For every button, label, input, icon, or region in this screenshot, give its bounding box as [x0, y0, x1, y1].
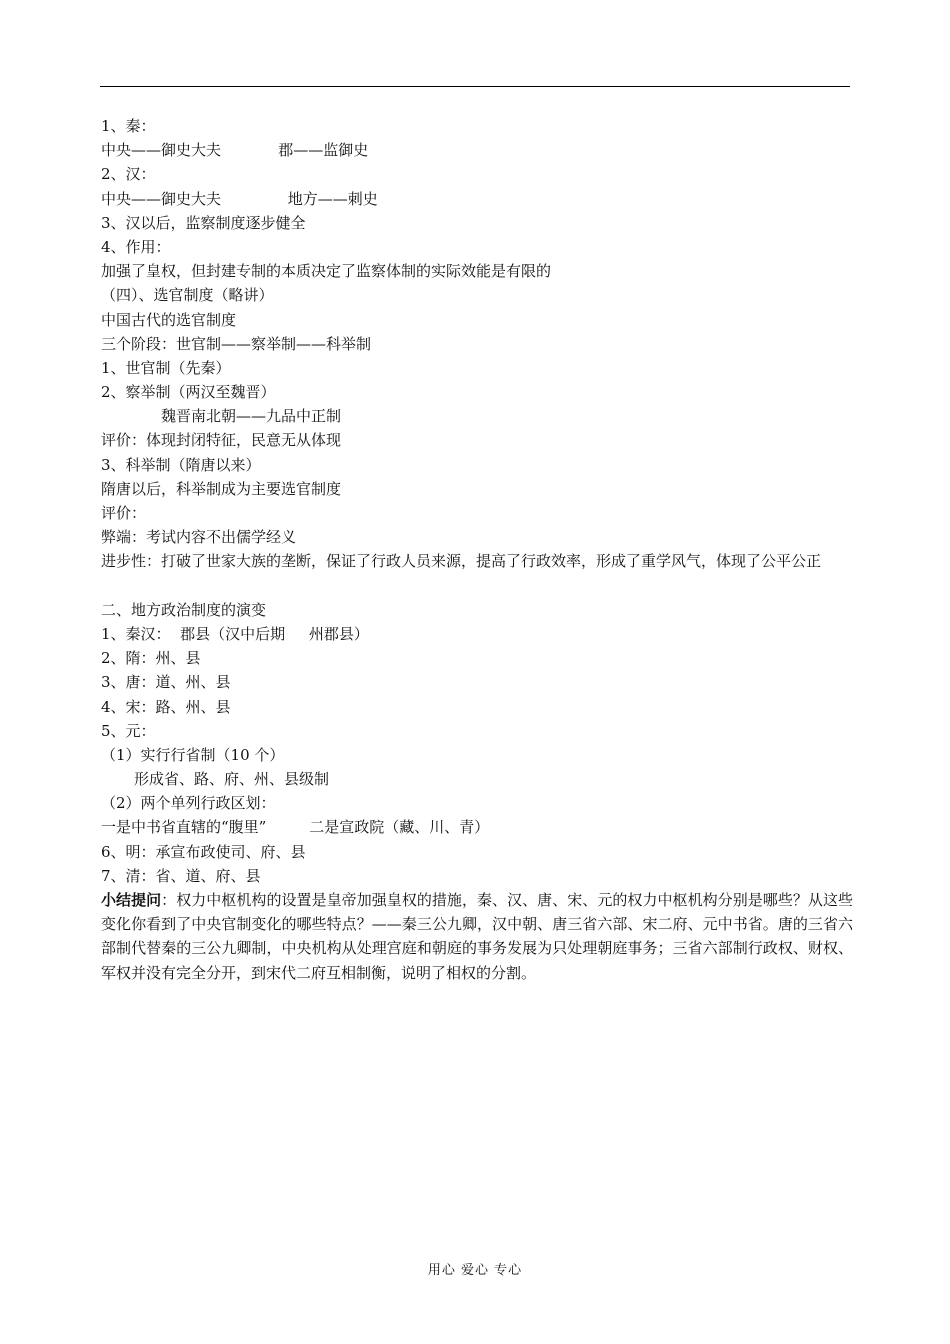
text-line: 4、作用：: [101, 237, 171, 256]
document-body: [101, 114, 853, 985]
text-line: 一是中书省直辖的“腹里” 二是宣政院（藏、川、青）: [101, 818, 490, 837]
summary-label: 小结提问: [101, 891, 162, 910]
text-line: 评价：体现封闭特征，民意无从体现: [101, 431, 342, 450]
text-line: （1）实行行省制（10 个）: [101, 745, 285, 764]
text-line: 4、宋：路、州、县: [101, 697, 231, 716]
text-line: 3、汉以后，监察制度逐步健全: [101, 213, 306, 232]
header-rule: [100, 86, 850, 87]
summary-paragraph: [101, 888, 853, 985]
text-line: 三个阶段：世官制——察举制——科举制: [101, 334, 372, 353]
text-line: 隋唐以后，科举制成为主要选官制度: [101, 479, 342, 498]
text-line: 1、秦汉： 郡县（汉中后期 州郡县）: [101, 624, 369, 643]
text-line: （2）两个单列行政区划：: [101, 794, 276, 813]
text-line: 评价：: [101, 504, 147, 522]
text-line: 6、明：承宣布政使司、府、县: [101, 842, 306, 861]
text-line: 魏晋南北朝——九品中正制: [161, 407, 342, 426]
text-line: 加强了皇权，但封建专制的本质决定了监察体制的实际效能是有限的: [101, 262, 552, 281]
page-footer: 用心 爱心 专心: [427, 1263, 523, 1278]
text-line: 形成省、路、府、州、县级制: [134, 770, 330, 789]
text-line: 2、隋：州、县: [101, 649, 201, 668]
section-heading: （四）、选官制度（略讲）: [101, 286, 274, 305]
text-line: 3、唐：道、州、县: [101, 673, 231, 692]
text-line: 2、察举制（两汉至魏晋）: [101, 383, 276, 402]
text-line: 中央——御史大夫 郡——监御史: [101, 141, 369, 160]
text-line: 3、科举制（隋唐以来）: [101, 455, 261, 474]
text-paragraph: 进步性：打破了世家大族的垄断，保证了行政人员来源，提高了行政效率，形成了重学风气，体现了公平公正: [101, 552, 822, 571]
section-heading: 二、地方政治制度的演变: [101, 600, 267, 619]
text-line: 5、元：: [101, 721, 156, 740]
text-line: 弊端：考试内容不出儒学经义: [101, 528, 297, 547]
summary-text: ：权力中枢机构的设置是皇帝加强皇权的措施，秦、汉、唐、宋、元的权力中枢机构分别是哪些？从这些变化你看到了中央官制变化的哪些特点？——秦三公九卿，汉中朝、唐三省六部、宋二府、元中书省。唐的三省六部制代替秦的三公九卿制，中央机构从处理宫庭和朝庭的事务发展为只处理朝庭事务；三省六部制行政权、财权、军权并没有完全分开，到宋代二府互相制衡，说明了相权的分割。: [101, 891, 853, 982]
text-line: 中国古代的选官制度: [101, 310, 237, 329]
text-line: 中央——御史大夫 地方——刺史: [101, 189, 378, 208]
text-line: 2、汉：: [101, 165, 156, 184]
text-line: 1、世官制（先秦）: [101, 358, 231, 377]
text-line: 7、清：省、道、府、县: [101, 866, 261, 885]
text-line: 1、秦：: [101, 117, 156, 135]
